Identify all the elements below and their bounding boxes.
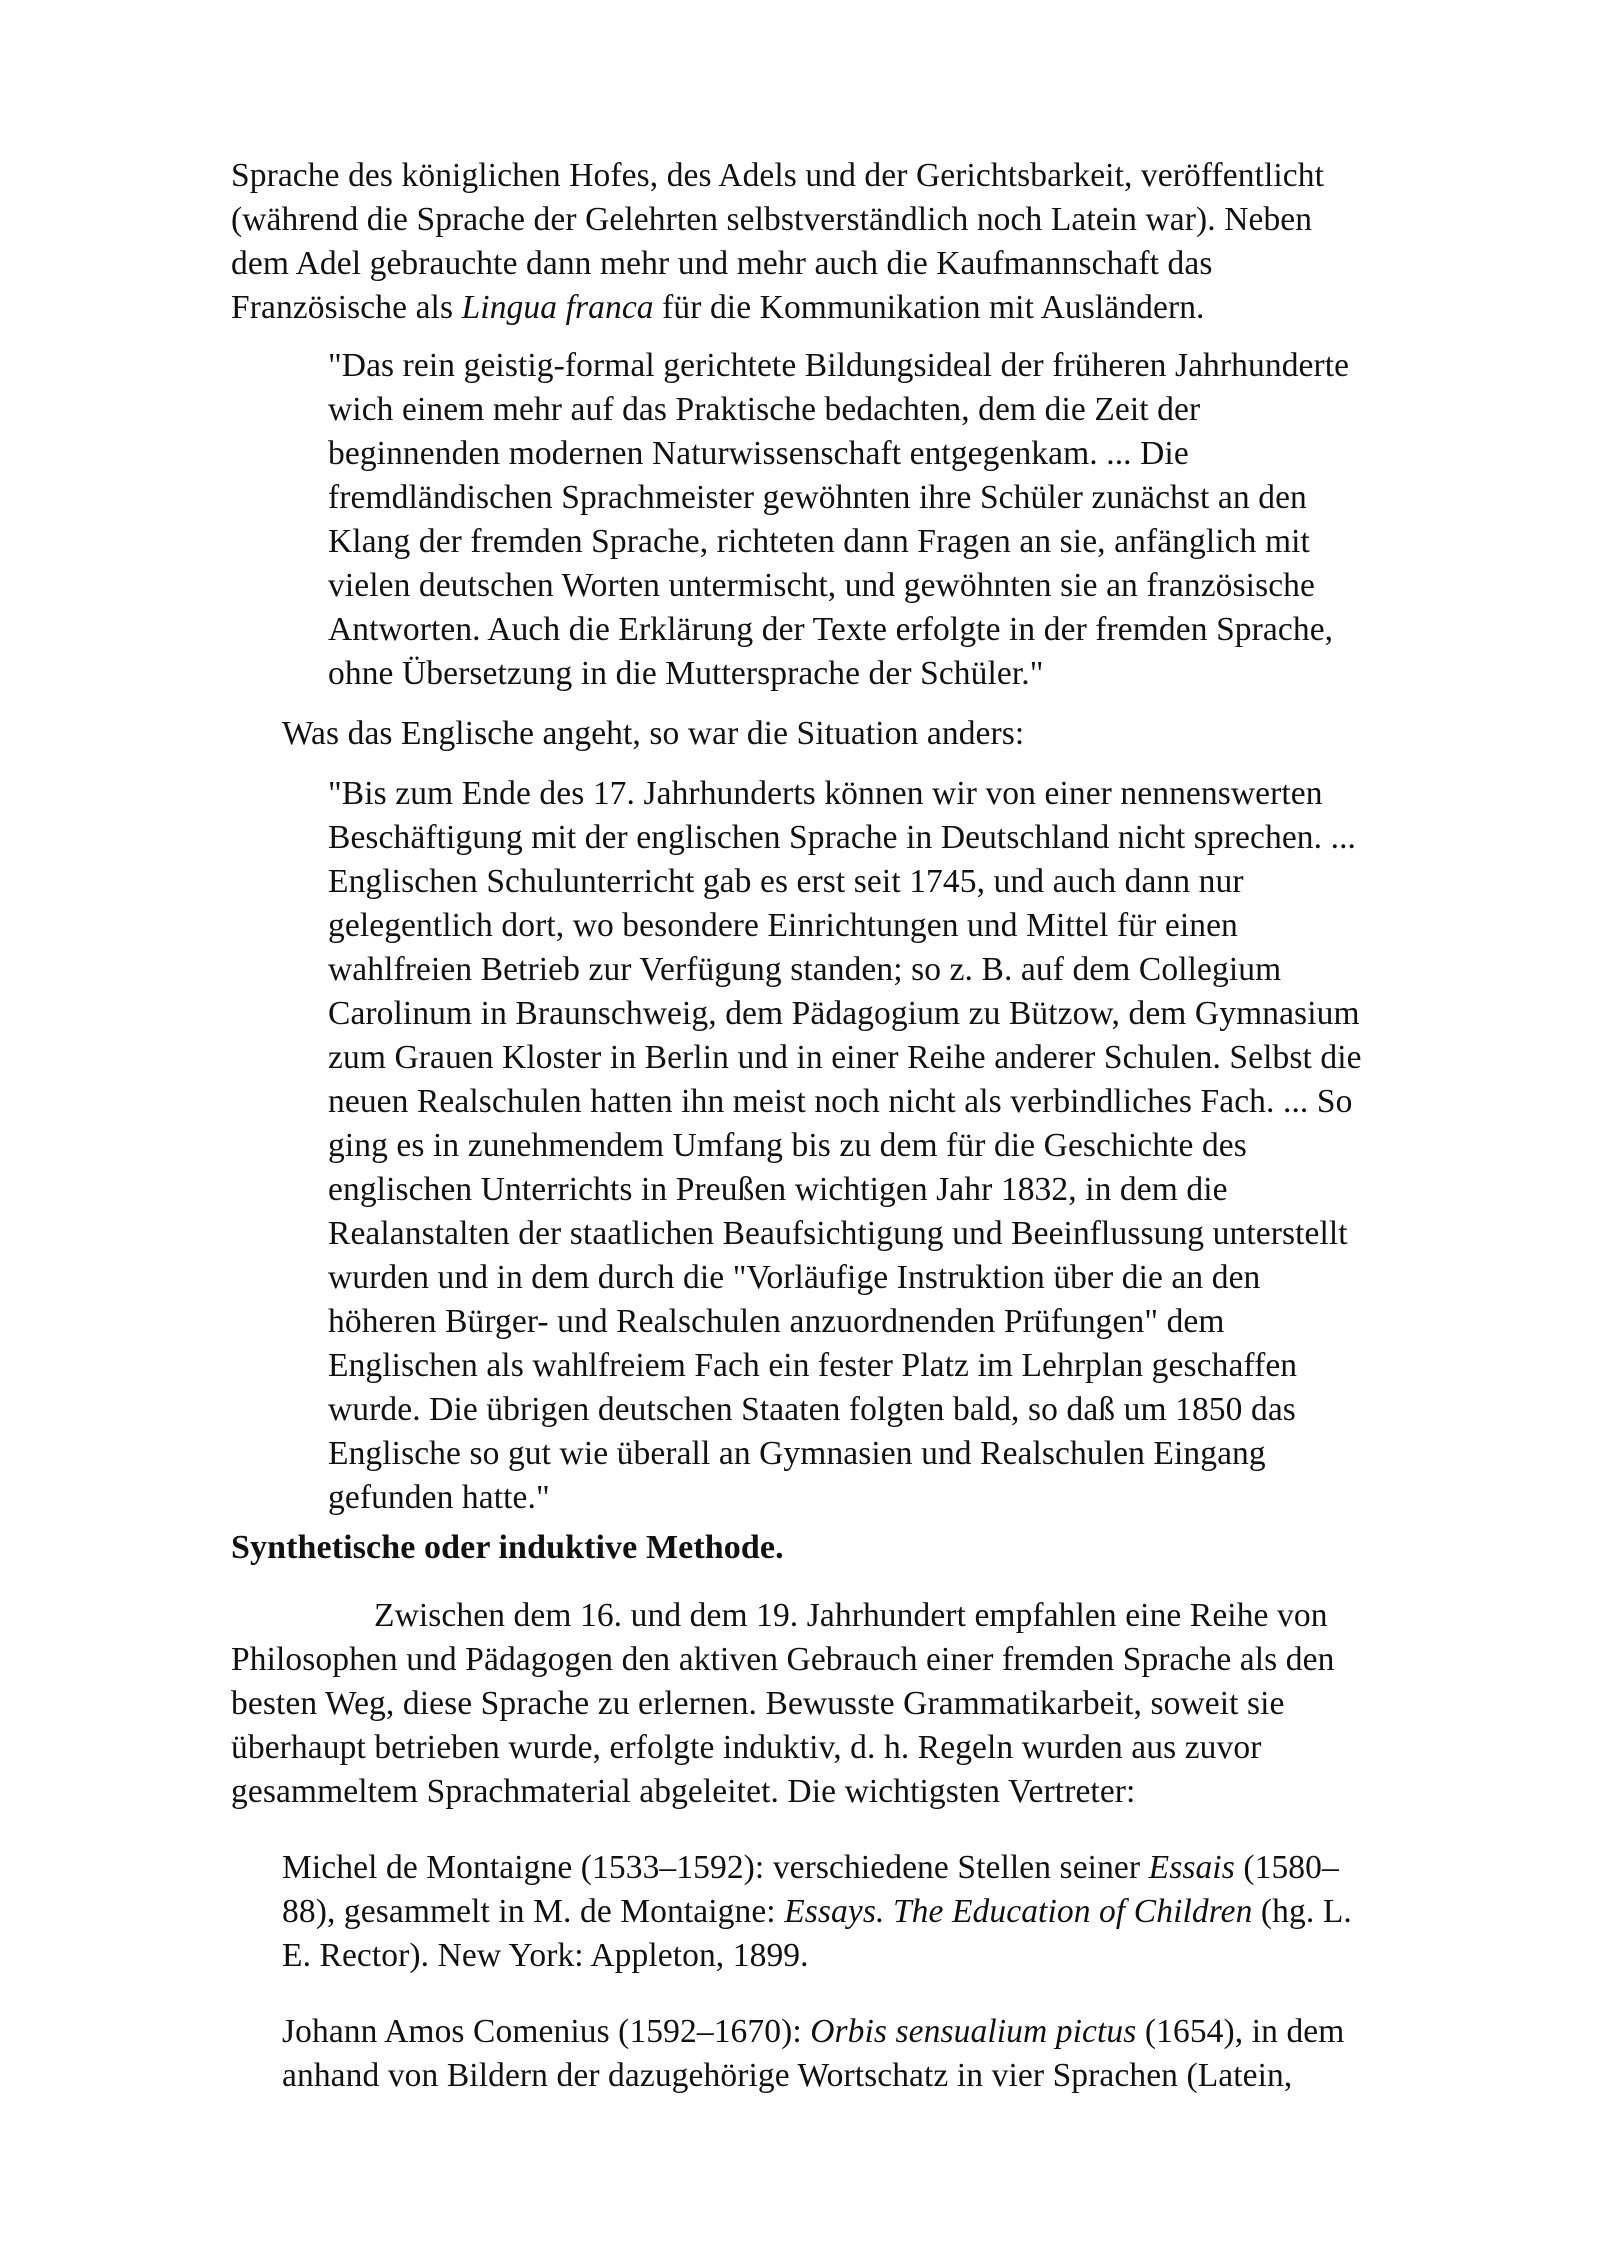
quote-line: höheren Bürger- und Realschulen anzuordnenden Prüfungen" dem [328, 1303, 1225, 1340]
quote-line: ging es in zunehmendem Umfang bis zu dem für die Geschichte des [328, 1127, 1247, 1164]
quote-line: zum Grauen Kloster in Berlin und in einer Reihe anderer Schulen. Selbst die [328, 1039, 1362, 1076]
quote-line: beginnenden modernen Naturwissenschaft entgegenkam. ... Die [328, 435, 1189, 472]
text-run: (1654), in dem [1136, 2013, 1345, 2050]
text-line [231, 286, 1205, 330]
text-run: für die Kommunikation mit Ausländern. [653, 289, 1205, 326]
quote-line: Klang der fremden Sprache, richteten dann Fragen an sie, anfänglich mit [328, 523, 1310, 560]
text-line: Sprache des königlichen Hofes, des Adels und der Gerichtsbarkeit, veröffentlicht [231, 157, 1325, 194]
quote-line: wurden und in dem durch die "Vorläufige Instruktion über die an den [328, 1259, 1261, 1296]
text-line: überhaupt betrieben wurde, erfolgte induktiv, d. h. Regeln wurden aus zuvor [231, 1729, 1262, 1766]
text-line: (während die Sprache der Gelehrten selbstverständlich noch Latein war). Neben [231, 201, 1313, 238]
quote-line: Englischen Schulunterricht gab es erst seit 1745, und auch dann nur [328, 863, 1244, 900]
quote-line: wich einem mehr auf das Praktische bedachten, dem die Zeit der [328, 391, 1201, 428]
text-run: (1580– [1234, 1849, 1339, 1886]
section-heading: Synthetische oder induktive Methode. [231, 1529, 784, 1566]
quote-line: Realanstalten der staatlichen Beaufsichtigung und Beeinflussung unterstellt [328, 1215, 1348, 1252]
quote-line: Carolinum in Braunschweig, dem Pädagogium zu Bützow, dem Gymnasium [328, 995, 1360, 1032]
quote-line: ohne Übersetzung in die Muttersprache der Schüler." [328, 655, 1044, 692]
quote-line: Beschäftigung mit der englischen Sprache in Deutschland nicht sprechen. ... [328, 819, 1357, 856]
text-run: Michel de Montaigne (1533–1592): verschiedene Stellen seiner [282, 1849, 1149, 1886]
italic-title: Essais [1148, 1849, 1235, 1886]
text-run: Johann Amos Comenius (1592–1670): [282, 2013, 811, 2050]
text-run: (hg. L. [1252, 1893, 1352, 1930]
entry-line [282, 2010, 1344, 2054]
text-run: 88), gesammelt in M. de Montaigne: [282, 1893, 785, 1930]
italic-title: Orbis sensualium pictus [810, 2013, 1137, 2050]
entry-line [282, 1890, 1352, 1934]
quote-line: Englischen als wahlfreiem Fach ein fester Platz im Lehrplan geschaffen [328, 1347, 1298, 1384]
text-line: Zwischen dem 16. und dem 19. Jahrhundert empfahlen eine Reihe von [374, 1597, 1328, 1634]
italic-title: Essays. The Education of Children [784, 1893, 1253, 1930]
quote-line: vielen deutschen Worten untermischt, und gewöhnten sie an französische [328, 567, 1315, 604]
quote-line: "Bis zum Ende des 17. Jahrhunderts können wir von einer nennenswerten [328, 775, 1323, 812]
quote-line: "Das rein geistig-formal gerichtete Bildungsideal der früheren Jahrhunderte [328, 347, 1350, 384]
entry-line: E. Rector). New York: Appleton, 1899. [282, 1937, 809, 1974]
text-line: dem Adel gebrauchte dann mehr und mehr auch die Kaufmannschaft das [231, 245, 1213, 282]
english-intro-line: Was das Englische angeht, so war die Situation anders: [282, 715, 1025, 752]
quote-line: wurde. Die übrigen deutschen Staaten folgten bald, so daß um 1850 das [328, 1391, 1296, 1428]
quote-line: Antworten. Auch die Erklärung der Texte erfolgte in der fremden Sprache, [328, 611, 1334, 648]
entry-line [282, 1846, 1339, 1890]
quote-line: englischen Unterrichts in Preußen wichtigen Jahr 1832, in dem die [328, 1171, 1228, 1208]
text-line: besten Weg, diese Sprache zu erlernen. Bewusste Grammatikarbeit, soweit sie [231, 1685, 1285, 1722]
entry-line: anhand von Bildern der dazugehörige Wortschatz in vier Sprachen (Latein, [282, 2057, 1293, 2094]
quote-line: wahlfreien Betrieb zur Verfügung standen; so z. B. auf dem Collegium [328, 951, 1282, 988]
quote-line: neuen Realschulen hatten ihn meist noch nicht als verbindliches Fach. ... So [328, 1083, 1353, 1120]
quote-line: gefunden hatte." [328, 1479, 550, 1516]
quote-line: gelegentlich dort, wo besondere Einrichtungen und Mittel für einen [328, 907, 1238, 944]
quote-line: Englische so gut wie überall an Gymnasien und Realschulen Eingang [328, 1435, 1266, 1472]
quote-line: fremdländischen Sprachmeister gewöhnten ihre Schüler zunächst an den [328, 479, 1307, 516]
text-line: gesammeltem Sprachmaterial abgeleitet. Die wichtigsten Vertreter: [231, 1773, 1136, 1810]
italic-term: Lingua franca [461, 289, 654, 326]
text-line: Philosophen und Pädagogen den aktiven Gebrauch einer fremden Sprache als den [231, 1641, 1335, 1678]
text-run: Französische als [231, 289, 462, 326]
